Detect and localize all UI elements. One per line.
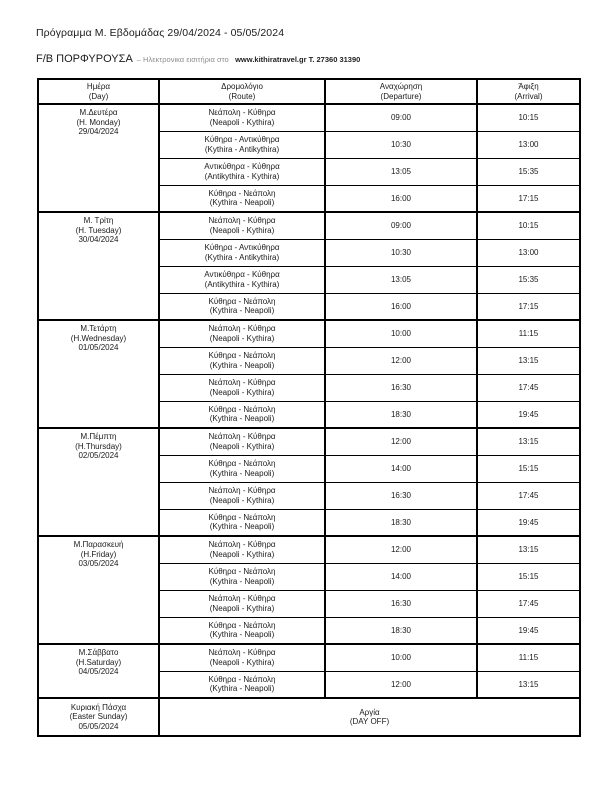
day-cell	[38, 320, 159, 428]
route-greek: Κύθηρα - Νεάπολη	[208, 620, 276, 630]
route-english: (Kythira - Antikythira)	[204, 252, 280, 262]
arrival-time: 13:00	[477, 239, 580, 266]
route-greek: Κύθηρα - Αντικύθηρα	[204, 243, 280, 253]
day-name-greek: Κυριακή Πάσχα	[70, 702, 127, 712]
route-greek: Αντικύθηρα - Κύθηρα	[204, 270, 280, 280]
departure-time: 09:00	[325, 104, 477, 131]
route-greek: Κύθηρα - Νεάπολη	[208, 404, 276, 414]
route-english: (Kythira - Neapoli)	[209, 198, 275, 208]
route-english: (Kythira - Neapoli)	[209, 360, 275, 370]
arrival-time: 10:15	[477, 212, 580, 239]
arrival-time: 17:45	[477, 590, 580, 617]
arrival-time: 19:45	[477, 401, 580, 428]
route-english: (Kythira - Neapoli)	[209, 468, 275, 478]
arrival-time: 15:15	[477, 455, 580, 482]
schedule-row	[38, 644, 580, 671]
route-cell	[159, 455, 325, 482]
route-english: (Kythira - Neapoli)	[209, 630, 275, 640]
subtitle-line	[36, 49, 360, 67]
day-cell	[38, 698, 159, 736]
route-cell	[159, 185, 325, 212]
day-name-english: (H.Saturday)	[75, 657, 122, 667]
page-title: Πρόγραμμα Μ. Εβδομάδας 29/04/2024 - 05/05/2024	[36, 27, 285, 39]
route-english: (Neapoli - Kythira)	[209, 117, 275, 127]
route-greek: Νεάπολη - Κύθηρα	[208, 432, 276, 442]
route-cell	[159, 320, 325, 347]
route-cell	[159, 239, 325, 266]
arrival-time: 13:15	[477, 536, 580, 563]
day-date: 29/04/2024	[78, 127, 119, 137]
day-name-english: (H.Wednesday)	[70, 333, 127, 343]
day-block	[38, 698, 580, 736]
departure-time: 12:00	[325, 428, 477, 455]
schedule-table	[37, 78, 581, 737]
route-greek: Νεάπολη - Κύθηρα	[208, 378, 276, 388]
route-greek: Νεάπολη - Κύθηρα	[208, 540, 276, 550]
route-greek: Κύθηρα - Νεάπολη	[208, 674, 276, 684]
route-cell	[159, 293, 325, 320]
schedule-row	[38, 320, 580, 347]
arrival-time: 15:15	[477, 563, 580, 590]
day-date: 30/04/2024	[78, 235, 119, 245]
route-greek: Κύθηρα - Νεάπολη	[208, 351, 276, 361]
departure-time: 10:00	[325, 320, 477, 347]
route-english: (Kythira - Neapoli)	[209, 522, 275, 532]
header-row	[38, 79, 580, 104]
arrival-time: 13:15	[477, 671, 580, 698]
route-cell	[159, 671, 325, 698]
departure-time: 18:30	[325, 509, 477, 536]
route-cell	[159, 374, 325, 401]
day-date: 03/05/2024	[78, 559, 119, 569]
day-name-english: (Easter Sunday)	[69, 712, 128, 722]
route-greek: Κύθηρα - Αντικύθηρα	[204, 135, 280, 145]
route-cell	[159, 401, 325, 428]
route-cell	[159, 158, 325, 185]
arrival-time: 17:15	[477, 185, 580, 212]
day-date: 02/05/2024	[78, 451, 119, 461]
arrival-time: 19:45	[477, 509, 580, 536]
route-english: (Kythira - Neapoli)	[209, 684, 275, 694]
route-greek: Νεάπολη - Κύθηρα	[208, 594, 276, 604]
schedule-row	[38, 104, 580, 131]
column-header-arrival-english: (Arrival)	[514, 91, 543, 101]
day-cell	[38, 212, 159, 320]
column-header-route-english: (Route)	[228, 91, 256, 101]
day-name-greek: Μ.Τετάρτη	[80, 324, 117, 334]
holiday-english: (DAY OFF)	[349, 717, 390, 727]
route-cell	[159, 104, 325, 131]
route-english: (Neapoli - Kythira)	[209, 387, 275, 397]
day-block	[38, 644, 580, 698]
route-english: (Antikythira - Kythira)	[204, 171, 280, 181]
column-header-route-greek: Δρομολόγιο	[221, 82, 263, 91]
arrival-time: 11:15	[477, 644, 580, 671]
day-name-english: (H. Monday)	[76, 117, 121, 127]
route-english: (Neapoli - Kythira)	[209, 441, 275, 451]
arrival-time: 17:45	[477, 374, 580, 401]
route-greek: Κύθηρα - Νεάπολη	[208, 567, 276, 577]
departure-time: 12:00	[325, 671, 477, 698]
route-cell	[159, 347, 325, 374]
column-header-departure	[325, 79, 477, 104]
day-date: 05/05/2024	[78, 721, 119, 731]
route-cell	[159, 644, 325, 671]
arrival-time: 19:45	[477, 617, 580, 644]
departure-time: 14:00	[325, 563, 477, 590]
route-english: (Kythira - Antikythira)	[204, 144, 280, 154]
holiday-greek: Αργία	[359, 707, 380, 717]
column-header-arrival	[477, 79, 580, 104]
day-name-greek: Μ. Τρίτη	[83, 216, 114, 226]
day-name-english: (H. Tuesday)	[75, 225, 122, 235]
route-english: (Kythira - Neapoli)	[209, 306, 275, 316]
day-block	[38, 536, 580, 644]
day-block	[38, 212, 580, 320]
departure-time: 10:00	[325, 644, 477, 671]
column-header-day	[38, 79, 159, 104]
arrival-time: 10:15	[477, 104, 580, 131]
route-cell	[159, 509, 325, 536]
holiday-row	[38, 698, 580, 736]
departure-time: 13:05	[325, 158, 477, 185]
departure-time: 18:30	[325, 401, 477, 428]
departure-time: 09:00	[325, 212, 477, 239]
arrival-time: 17:15	[477, 293, 580, 320]
route-cell	[159, 617, 325, 644]
route-cell	[159, 536, 325, 563]
departure-time: 16:30	[325, 482, 477, 509]
day-cell	[38, 644, 159, 698]
column-header-day-greek: Ημέρα	[86, 82, 111, 91]
day-date: 04/05/2024	[78, 667, 119, 677]
arrival-time: 17:45	[477, 482, 580, 509]
arrival-time: 13:15	[477, 428, 580, 455]
departure-time: 18:30	[325, 617, 477, 644]
arrival-time: 13:15	[477, 347, 580, 374]
departure-time: 10:30	[325, 239, 477, 266]
column-header-route	[159, 79, 325, 104]
day-name-greek: Μ.Παρασκευή	[73, 540, 124, 550]
route-english: (Neapoli - Kythira)	[209, 657, 275, 667]
route-english: (Neapoli - Kythira)	[209, 603, 275, 613]
departure-time: 13:05	[325, 266, 477, 293]
departure-time: 12:00	[325, 536, 477, 563]
vessel-name: F/B ΠΟΡΦΥΡΟΥΣΑ	[36, 53, 133, 65]
departure-time: 12:00	[325, 347, 477, 374]
route-english: (Antikythira - Kythira)	[204, 279, 280, 289]
route-english: (Neapoli - Kythira)	[209, 333, 275, 343]
arrival-time: 13:00	[477, 131, 580, 158]
day-name-english: (H.Friday)	[80, 549, 117, 559]
departure-time: 16:30	[325, 374, 477, 401]
day-cell	[38, 428, 159, 536]
departure-time: 14:00	[325, 455, 477, 482]
schedule-row	[38, 428, 580, 455]
route-greek: Νεάπολη - Κύθηρα	[208, 486, 276, 496]
table-header	[38, 79, 580, 104]
day-block	[38, 104, 580, 212]
route-greek: Αντικύθηρα - Κύθηρα	[204, 162, 280, 172]
arrival-time: 15:35	[477, 158, 580, 185]
route-greek: Κύθηρα - Νεάπολη	[208, 188, 276, 198]
website-phone: www.kithiratravel.gr T. 27360 31390	[235, 55, 361, 64]
departure-time: 16:30	[325, 590, 477, 617]
route-english: (Kythira - Neapoli)	[209, 576, 275, 586]
arrival-time: 11:15	[477, 320, 580, 347]
route-cell	[159, 428, 325, 455]
day-name-greek: Μ.Δευτέρα	[79, 108, 118, 118]
day-name-greek: Μ.Πέμπτη	[80, 432, 117, 442]
route-english: (Neapoli - Kythira)	[209, 495, 275, 505]
route-cell	[159, 266, 325, 293]
column-header-departure-english: (Departure)	[380, 91, 422, 101]
route-cell	[159, 590, 325, 617]
column-header-day-english: (Day)	[88, 91, 109, 101]
route-cell	[159, 131, 325, 158]
schedule-row	[38, 212, 580, 239]
route-english: (Neapoli - Kythira)	[209, 549, 275, 559]
route-greek: Νεάπολη - Κύθηρα	[208, 648, 276, 658]
route-cell	[159, 212, 325, 239]
route-english: (Kythira - Neapoli)	[209, 414, 275, 424]
route-english: (Neapoli - Kythira)	[209, 225, 275, 235]
day-cell	[38, 104, 159, 212]
route-greek: Κύθηρα - Νεάπολη	[208, 459, 276, 469]
route-greek: Νεάπολη - Κύθηρα	[208, 216, 276, 226]
departure-time: 16:00	[325, 185, 477, 212]
day-date: 01/05/2024	[78, 343, 119, 353]
route-greek: Νεάπολη - Κύθηρα	[208, 324, 276, 334]
column-header-departure-greek: Αναχώρηση	[379, 82, 423, 91]
column-header-arrival-greek: Άφιξη	[518, 82, 539, 91]
route-cell	[159, 482, 325, 509]
schedule-row	[38, 536, 580, 563]
day-cell	[38, 536, 159, 644]
departure-time: 16:00	[325, 293, 477, 320]
route-greek: Κύθηρα - Νεάπολη	[208, 512, 276, 522]
day-name-greek: Μ.Σάββατο	[78, 648, 119, 658]
day-name-english: (H.Thursday)	[75, 441, 122, 451]
departure-time: 10:30	[325, 131, 477, 158]
route-cell	[159, 563, 325, 590]
day-block	[38, 428, 580, 536]
route-greek: Νεάπολη - Κύθηρα	[208, 108, 276, 118]
arrival-time: 15:35	[477, 266, 580, 293]
e-ticket-note: – Ηλεκτρονικα εισιτήρια στο	[136, 55, 229, 64]
route-greek: Κύθηρα - Νεάπολη	[208, 296, 276, 306]
holiday-cell	[159, 698, 580, 736]
day-block	[38, 320, 580, 428]
